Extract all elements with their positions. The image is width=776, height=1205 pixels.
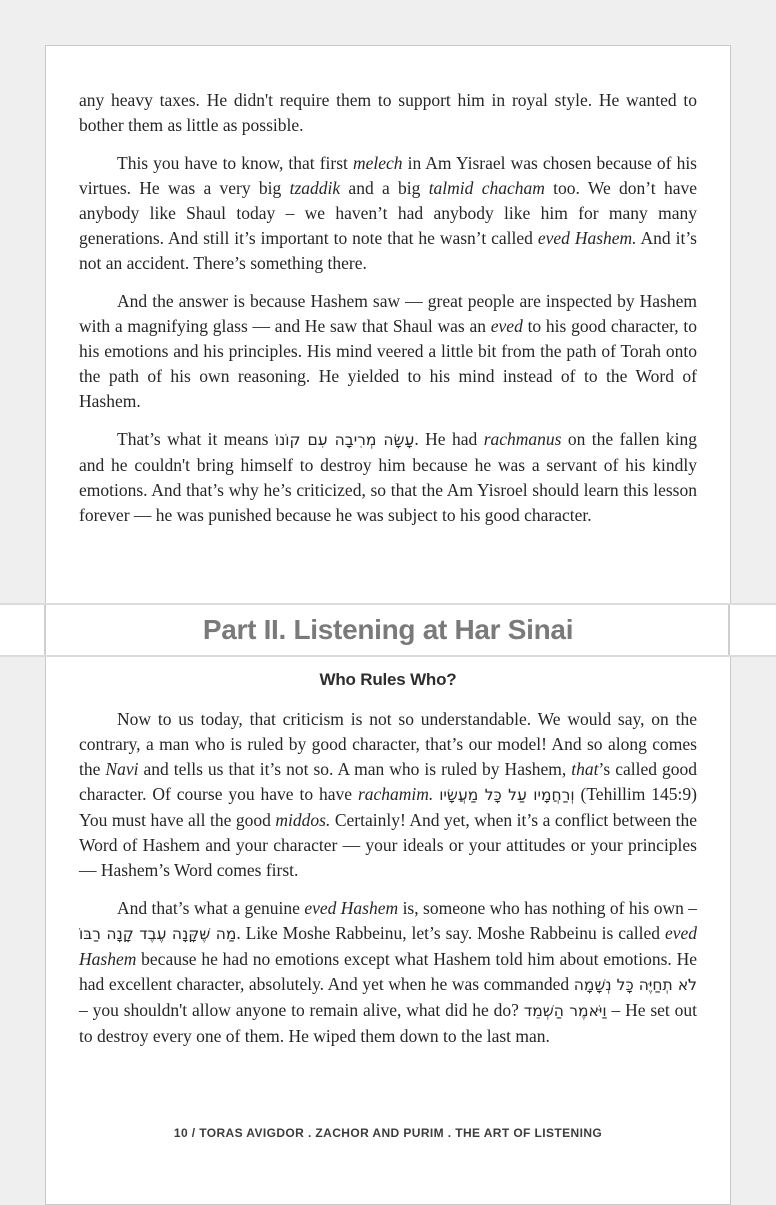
text-run: (Tehillim 145:9) You must have all the good [79,784,697,830]
text-run: Now to us today, that criticism is not so understandable. We would say, on the contrary, a man who is ruled by good character, that’s our model! And so along comes the [79,709,697,779]
hebrew-phrase: וַיֹּאמֶר הַשְׁמֵד [523,1002,607,1020]
italic-term: that [571,759,599,779]
italic-term: eved Hashem. [537,228,637,248]
text-run: and a big [340,178,429,198]
italic-term: eved Hashem [304,898,399,918]
page-border-line [728,605,730,655]
paragraph [79,289,697,414]
italic-term: eved Hashem [79,923,697,969]
hebrew-phrase: עָשָׂה מְרִיבָה עִם קוֹנוֹ [274,431,415,449]
page-border-line [44,605,46,655]
italic-term: melech [352,153,403,173]
paragraph [79,88,697,138]
italic-term: tzaddik [289,178,341,198]
text-run: any heavy taxes. He didn't require them to support him in royal style. He wanted to bother them as little as possible. [79,90,697,135]
text-run: to his good character, to his emotions and his principles. His mind veered a little bit from the path of Torah onto the path of his own reasoning. He yielded to his mind instead of to the Word of Hashem. [79,316,697,411]
italic-term: eved [490,316,523,336]
hebrew-phrase: וְרַחֲמָיו עַל כָּל מַעֲשָׂיו [439,786,575,804]
section-heading-band [0,603,776,657]
body-text-upper [79,88,697,541]
text-run: This you have to know, that first [117,153,353,173]
part-heading: Part II. Listening at Har Sinai [202,614,574,645]
text-run: Certainly! And yet, when it’s a conflict between the Word of Hashem and your character — your ideals or your attitudes or your principles — Hashem’s Word comes first. [79,810,697,880]
text-run: on the fallen king and he couldn't bring himself to destroy him because he was a servant of his kindly emotions. And that’s why he’s criticized, so that the Am Yisroel should learn this lesson forever — he was punished because he was subject to his good character. [79,429,697,525]
text-run: And that’s what a genuine [117,898,305,918]
paragraph [79,707,697,883]
italic-term: Navi [105,759,139,779]
text-run: . Like Moshe Rabbeinu, let’s say. Moshe Rabbeinu is called [236,923,665,943]
text-run: And the answer is because Hashem saw — great people are inspected by Hashem with a magnifying glass — and He saw that Shaul was an [79,291,697,336]
page-footer: 10 / TORAS AVIGDOR . ZACHOR AND PURIM . THE ART OF LISTENING [173,1126,603,1140]
italic-term: rachmanus [483,429,562,449]
text-run: too. We don’t have anybody like Shaul today – we haven’t had anybody like him for many many generations. And still it’s important to note that he wasn’t called [79,178,697,248]
text-run: is, someone who has nothing of his own – [398,898,697,918]
sub-heading: Who Rules Who? [319,670,457,689]
text-run: in Am Yisrael was chosen because of his virtues. He was a very big [79,153,697,198]
text-run: and tells us that it’s not so. A man who is ruled by Hashem, [138,759,572,779]
text-run: ’s called good character. Of course you have to have [79,759,697,804]
hebrew-phrase: מַה שֶּׁקָּנָה עֶבֶד קָנָה רַבּוֹ [79,925,237,943]
text-run: because he had no emotions except what Hashem told him about emotions. He had excellent character, absolutely. And yet when he was commanded [79,949,697,994]
italic-term: rachamim. [357,784,434,804]
hebrew-phrase: לֹא תְחַיֶּה כָּל נְשָׁמָה [573,976,697,994]
italic-term: middos. [275,810,331,830]
paragraph [79,427,697,528]
text-run: – He set out to destroy every one of them. He wiped them down to the last man. [79,1000,697,1046]
paragraph [79,151,697,276]
body-text-lower [79,670,697,1062]
text-run: . He had [414,429,484,449]
text-run: That’s what it means [117,429,275,449]
text-run: – you shouldn't allow anyone to remain alive, what did he do? [79,1000,524,1020]
italic-term: talmid chacham [428,178,545,198]
paragraph [79,896,697,1049]
text-run: And it’s not an accident. There’s something there. [79,228,697,273]
